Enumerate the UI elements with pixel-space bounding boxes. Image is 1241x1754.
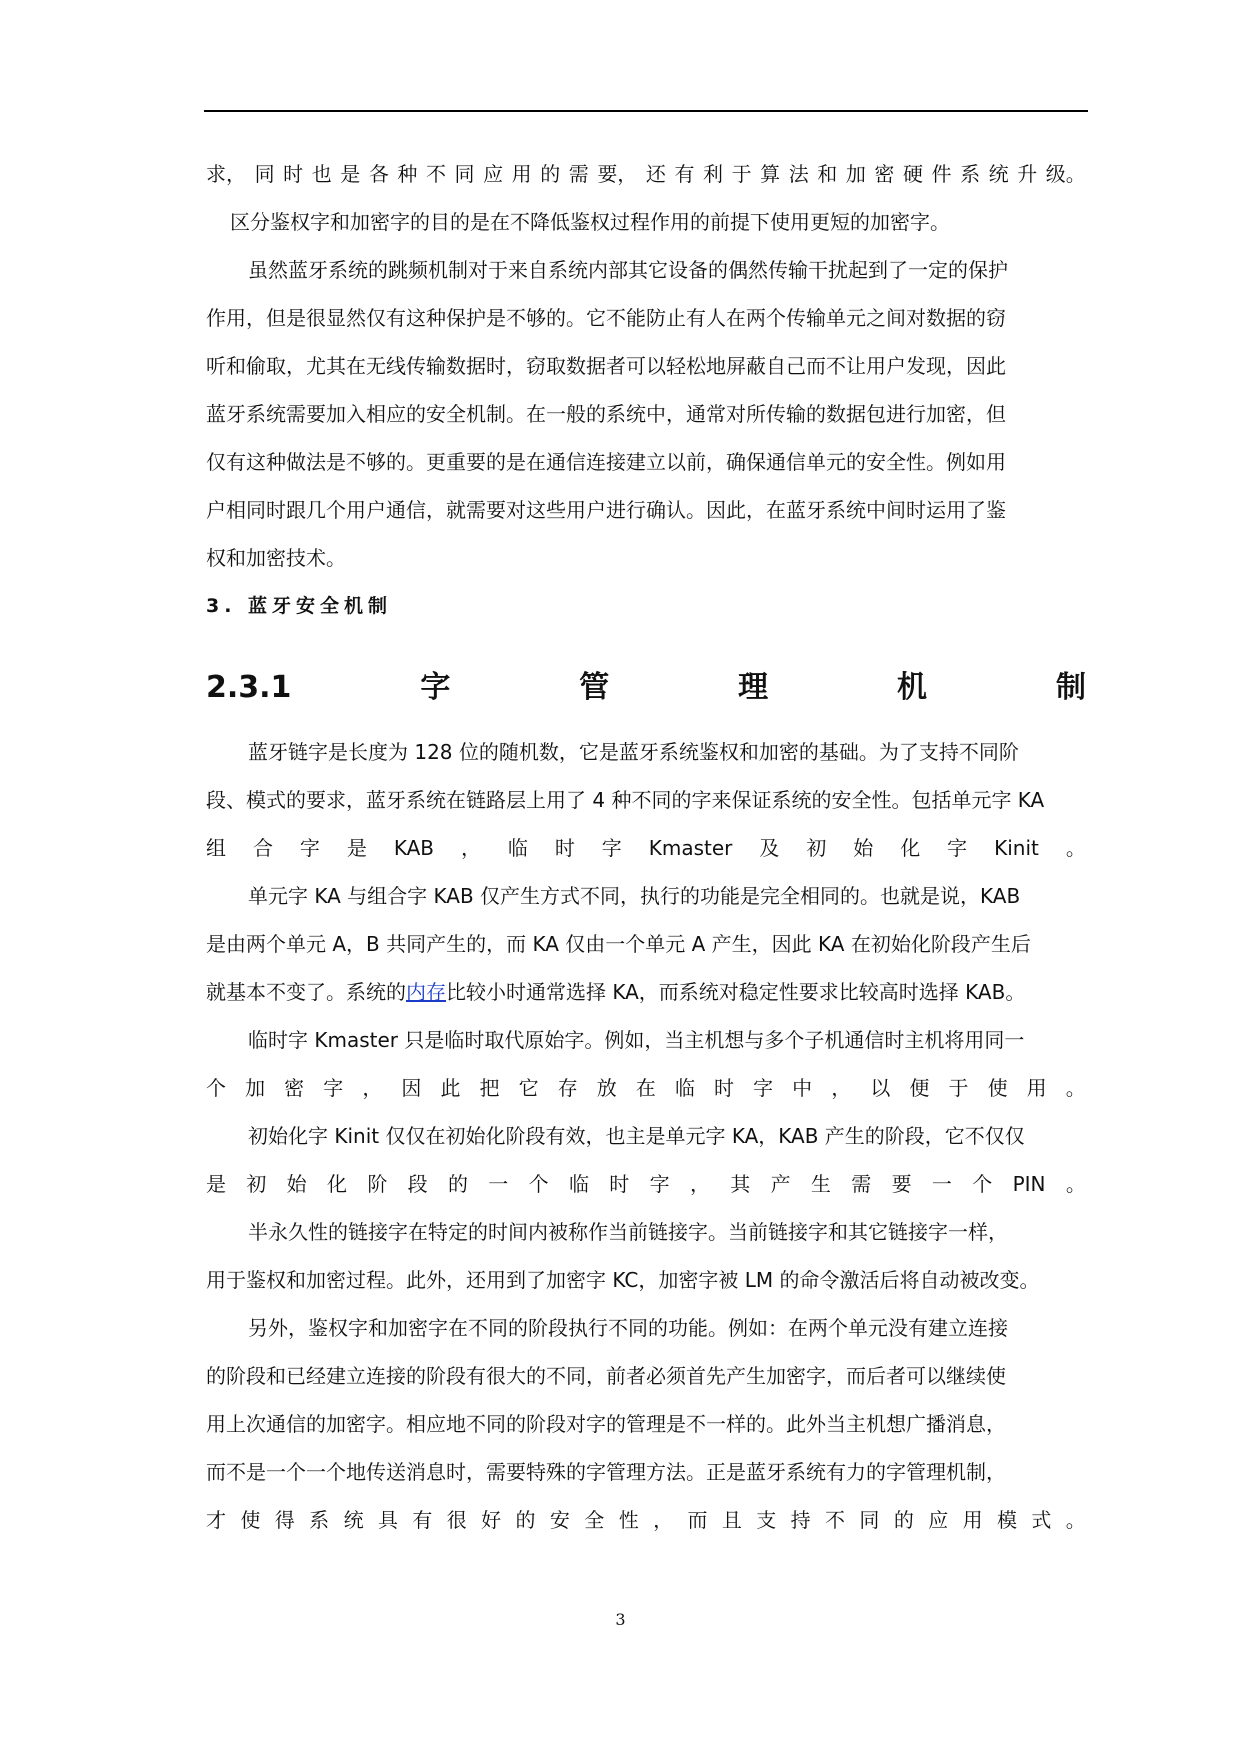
- heading-char: 理: [738, 670, 769, 705]
- line-token: 时: [609, 1172, 630, 1196]
- line-token: 字: [947, 836, 968, 860]
- line-token: 不: [825, 1508, 846, 1532]
- paragraph-line: 另外，鉴权字和加密字在不同的阶段执行不同的功能。例如：在两个单元没有建立连接: [248, 1316, 1008, 1340]
- line-token: 中: [792, 1076, 813, 1100]
- line-token: 要: [891, 1172, 912, 1196]
- paragraph-line: 蓝牙链字是长度为 128 位的随机数，它是蓝牙系统鉴权和加密的基础。为了支持不同阶: [248, 740, 1019, 764]
- line-token: 它: [518, 1076, 539, 1100]
- paragraph-line: 区分鉴权字和加密字的目的是在不降低鉴权过程作用的前提下使用更短的加密字。: [230, 210, 950, 234]
- paragraph-line: 作用，但是很显然仅有这种保护是不够的。它不能防止有人在两个传输单元之间对数据的窃: [206, 306, 1006, 330]
- line-token: 个: [528, 1172, 549, 1196]
- line-token: 的: [447, 1172, 468, 1196]
- paragraph-line: [206, 968, 1086, 1016]
- line-token: 时: [283, 162, 304, 186]
- line-token: 组: [206, 836, 226, 860]
- line-token: 需: [851, 1172, 872, 1196]
- line-token: 模: [996, 1508, 1017, 1532]
- line-token: 始: [853, 836, 874, 860]
- line-token: 很: [446, 1508, 467, 1532]
- page-number: 3: [615, 1610, 626, 1629]
- line-token: 系: [309, 1508, 330, 1532]
- paragraph-line: 用于鉴权和加密过程。此外，还用到了加密字 KC，加密字被 LM 的命令激活后将自动被改变。: [206, 1268, 1040, 1292]
- paragraph-line: 用上次通信的加密字。相应地不同的阶段对字的管理是不一样的。此外当主机想广播消息，: [206, 1412, 1006, 1436]
- line-token: KAB: [393, 836, 434, 860]
- line-token: 且: [721, 1508, 742, 1532]
- paragraph-line: [206, 1496, 1086, 1544]
- line-token: 升: [1017, 162, 1038, 186]
- line-token: PIN: [1012, 1172, 1046, 1196]
- subsection-heading: [206, 648, 1086, 728]
- line-token: 硬: [902, 162, 923, 186]
- line-token: 个: [206, 1076, 226, 1100]
- line-token: 应: [928, 1508, 949, 1532]
- line-token: 。: [1065, 836, 1086, 860]
- paragraph-line: 听和偷取，尤其在无线传输数据时，窃取数据者可以轻松地屏蔽自己而不让用户发现，因此: [206, 354, 1006, 378]
- line-token: 得: [274, 1508, 295, 1532]
- line-token: 存: [557, 1076, 578, 1100]
- line-token: 具: [377, 1508, 398, 1532]
- paragraph-line: 是由两个单元 A，B 共同产生的，而 KA 仅由一个单元 A 产生，因此 KA 在初始化阶段产生后: [206, 932, 1031, 956]
- line-token: 字: [601, 836, 622, 860]
- line-token: 临: [507, 836, 528, 860]
- line-token: 使: [987, 1076, 1008, 1100]
- line-token: 同: [254, 162, 275, 186]
- paragraph-line: [206, 1160, 1086, 1208]
- line-token: 密: [874, 162, 895, 186]
- line-token: 的: [893, 1508, 914, 1532]
- line-token: 的: [515, 1508, 536, 1532]
- paragraph-line: 而不是一个一个地传送消息时，需要特殊的字管理方法。正是蓝牙系统有力的字管理机制，: [206, 1460, 1006, 1484]
- line-token: 放: [596, 1076, 617, 1100]
- line-token: 加: [845, 162, 866, 186]
- line-token: 求，: [206, 162, 246, 186]
- line-token: 安: [549, 1508, 570, 1532]
- line-token: 因: [401, 1076, 422, 1100]
- line-token: 字: [649, 1172, 670, 1196]
- line-token: 需: [568, 162, 589, 186]
- line-token: 生: [810, 1172, 831, 1196]
- line-token: 算: [760, 162, 781, 186]
- heading-char: 制: [1055, 670, 1086, 705]
- line-token: 加: [245, 1076, 266, 1100]
- line-token: 合: [252, 836, 273, 860]
- line-token: 以: [870, 1076, 891, 1100]
- line-token: 用: [511, 162, 532, 186]
- line-token: 于: [731, 162, 752, 186]
- line-token: 是: [346, 836, 367, 860]
- document-body: [206, 150, 1086, 1544]
- line-token: 时: [714, 1076, 735, 1100]
- section-title: 3. 蓝牙安全机制: [206, 595, 393, 617]
- line-token: 把: [479, 1076, 500, 1100]
- line-token: 化: [900, 836, 921, 860]
- line-token: 一: [488, 1172, 509, 1196]
- line-token: 个: [972, 1172, 993, 1196]
- line-token: 应: [483, 162, 504, 186]
- line-token: 及: [759, 836, 780, 860]
- text-after-link: 比较小时通常选择 KA，而系统对稳定性要求比较高时选择 KAB。: [446, 980, 1026, 1004]
- paragraph-line: 户相同时跟几个用户通信，就需要对这些用户进行确认。因此，在蓝牙系统中间时运用了鉴: [206, 498, 1006, 522]
- line-token: 也: [311, 162, 332, 186]
- line-token: 始: [286, 1172, 307, 1196]
- paragraph-line: 半永久性的链接字在特定的时间内被称作当前链接字。当前链接字和其它链接字一样，: [248, 1220, 1008, 1244]
- line-token: 好: [481, 1508, 502, 1532]
- line-token: 式: [1031, 1508, 1052, 1532]
- line-token: 时: [554, 836, 575, 860]
- line-token: ，: [460, 836, 481, 860]
- line-token: 用: [1026, 1076, 1047, 1100]
- line-token: 利: [703, 162, 723, 186]
- paragraph-line: [206, 1064, 1086, 1112]
- line-token: 有: [412, 1508, 433, 1532]
- line-token: 同: [454, 162, 475, 186]
- line-token: ，: [362, 1076, 383, 1100]
- paragraph-line: 的阶段和已经建立连接的阶段有很大的不同，前者必须首先产生加密字，而后者可以继续使: [206, 1364, 1006, 1388]
- line-token: 化: [326, 1172, 347, 1196]
- heading-char: 字: [420, 670, 451, 705]
- paragraph-line: 初始化字 Kinit 仅仅在初始化阶段有效，也主是单元字 KA，KAB 产生的阶段，它不仅仅: [248, 1124, 1025, 1148]
- heading-number: 2.3.1: [206, 670, 292, 705]
- line-token: 各: [368, 162, 389, 186]
- line-token: 。: [1065, 1508, 1086, 1532]
- line-token: 一: [931, 1172, 952, 1196]
- line-token: 同: [859, 1508, 880, 1532]
- line-token: 在: [635, 1076, 656, 1100]
- line-token: 段: [407, 1172, 428, 1196]
- line-token: 件: [931, 162, 952, 186]
- line-token: 持: [790, 1508, 811, 1532]
- line-token: 便: [909, 1076, 930, 1100]
- line-token: 法: [788, 162, 809, 186]
- line-token: 级。: [1045, 162, 1086, 186]
- line-token: 产: [770, 1172, 791, 1196]
- line-token: 有: [674, 162, 695, 186]
- line-token: Kinit: [994, 836, 1039, 860]
- line-token: 统: [343, 1508, 364, 1532]
- line-token: 初: [246, 1172, 267, 1196]
- paragraph-line: [206, 824, 1086, 872]
- line-token: 使: [240, 1508, 261, 1532]
- line-token: 要，: [597, 162, 638, 186]
- line-token: 初: [806, 836, 827, 860]
- line-token: ，: [831, 1076, 852, 1100]
- line-token: 。: [1065, 1172, 1086, 1196]
- line-token: 的: [540, 162, 561, 186]
- memory-link[interactable]: 内存: [406, 980, 446, 1004]
- line-token: 字: [753, 1076, 774, 1100]
- line-token: 字: [299, 836, 320, 860]
- line-token: Kmaster: [648, 836, 733, 860]
- paragraph-line: [206, 150, 1086, 198]
- line-token: 密: [284, 1076, 305, 1100]
- paragraph-line: 段、模式的要求，蓝牙系统在链路层上用了 4 种不同的字来保证系统的安全性。包括单元字 KA: [206, 788, 1045, 812]
- line-token: 是: [206, 1172, 226, 1196]
- line-token: 种: [397, 162, 418, 186]
- line-token: 不: [425, 162, 446, 186]
- line-token: 用: [962, 1508, 983, 1532]
- line-token: 阶: [367, 1172, 388, 1196]
- line-token: 还: [645, 162, 666, 186]
- paragraph-line: 仅有这种做法是不够的。更重要的是在通信连接建立以前，确保通信单元的安全性。例如用: [206, 450, 1006, 474]
- line-token: 系: [960, 162, 981, 186]
- line-token: 其: [730, 1172, 751, 1196]
- line-token: ，: [653, 1508, 674, 1532]
- heading-char: 机: [897, 670, 928, 705]
- line-token: 和: [817, 162, 838, 186]
- header-rule: [204, 110, 1088, 112]
- paragraph-line: 蓝牙系统需要加入相应的安全机制。在一般的系统中，通常对所传输的数据包进行加密，但: [206, 402, 1006, 426]
- paragraph-line: 权和加密技术。: [206, 546, 346, 570]
- line-token: 临: [674, 1076, 695, 1100]
- line-token: 。: [1065, 1076, 1086, 1100]
- line-token: 此: [440, 1076, 461, 1100]
- line-token: 临: [568, 1172, 589, 1196]
- line-token: ，: [689, 1172, 710, 1196]
- text-before-link: 就基本不变了。系统的: [206, 980, 406, 1004]
- paragraph-line: 单元字 KA 与组合字 KAB 仅产生方式不同，执行的功能是完全相同的。也就是说，KAB: [248, 884, 1021, 908]
- line-token: 全: [584, 1508, 605, 1532]
- heading-char: 管: [579, 670, 610, 705]
- line-token: 而: [687, 1508, 708, 1532]
- line-token: 才: [206, 1508, 226, 1532]
- line-token: 统: [988, 162, 1009, 186]
- paragraph-line: 虽然蓝牙系统的跳频机制对于来自系统内部其它设备的偶然传输干扰起到了一定的保护: [248, 258, 1008, 282]
- paragraph-line: 临时字 Kmaster 只是临时取代原始字。例如，当主机想与多个子机通信时主机将用同一: [248, 1028, 1025, 1052]
- line-token: 字: [323, 1076, 344, 1100]
- line-token: 支: [756, 1508, 777, 1532]
- line-token: 是: [340, 162, 361, 186]
- line-token: 性: [618, 1508, 639, 1532]
- line-token: 于: [948, 1076, 969, 1100]
